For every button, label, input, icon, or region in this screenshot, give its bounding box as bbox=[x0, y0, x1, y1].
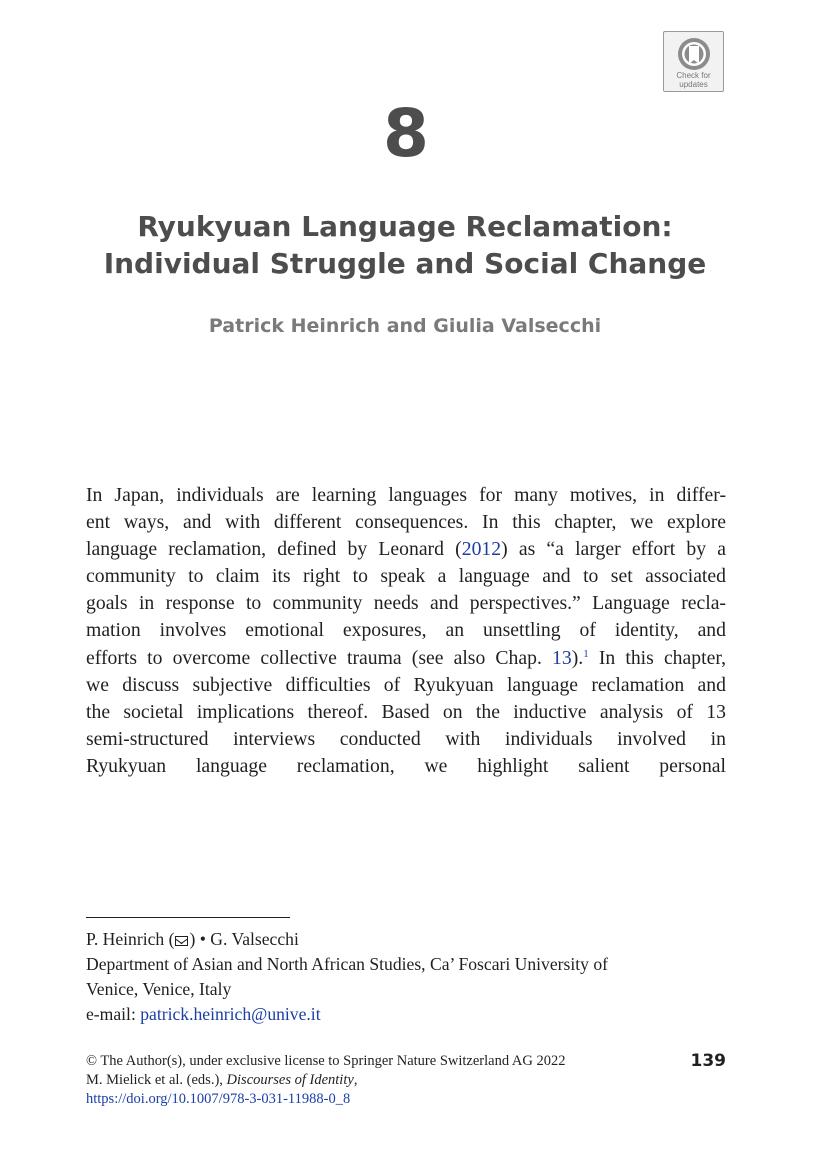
abstract-line: ent ways, and with different consequences. In this chapter, we explore bbox=[86, 511, 726, 534]
affiliation-department: Department of Asian and North African Studies, Ca’ Foscari University of bbox=[86, 954, 608, 974]
citation-line: M. Mielick et al. (eds.), Discourses of Identity, bbox=[86, 1072, 358, 1088]
citation-link-2012[interactable]: 2012 bbox=[461, 538, 502, 561]
check-for-updates-icon bbox=[677, 37, 711, 71]
abstract-line: Ryukyuan language reclamation, we highlight salient personal bbox=[86, 754, 726, 777]
doi-link[interactable]: https://doi.org/10.1007/978-3-031-11988-0_8 bbox=[86, 1091, 351, 1107]
author-affiliation bbox=[86, 927, 726, 1027]
abstract-line: mation involves emotional exposures, an unsettling of identity, and bbox=[86, 619, 726, 642]
abstract-line bbox=[86, 536, 726, 563]
abstract-line: the societal implications thereof. Based on the inductive analysis of 13 bbox=[86, 700, 726, 723]
affiliation-email-line: e-mail: patrick.heinrich@unive.it bbox=[86, 1004, 321, 1024]
chapter-number: 8 bbox=[383, 95, 429, 172]
affiliation-location: Venice, Venice, Italy bbox=[86, 979, 232, 999]
chapter-title bbox=[60, 208, 750, 282]
book-title: Discourses of Identity bbox=[226, 1072, 354, 1088]
affiliation-authors: P. Heinrich ( ) • G. Valsecchi bbox=[86, 929, 299, 949]
check-for-updates-badge[interactable] bbox=[663, 31, 724, 92]
chapter-title-line-1: Ryukyuan Language Reclamation: bbox=[137, 210, 673, 243]
abstract-line: goals in response to community needs and perspectives.” Language recla- bbox=[86, 592, 726, 615]
abstract-line: we discuss subjective difficulties of Ryukyuan language reclamation and bbox=[86, 673, 726, 696]
abstract-text: ) as “a larger effort by a bbox=[501, 538, 726, 561]
abstract-text: In this chapter, bbox=[588, 646, 727, 669]
abstract-text: ). bbox=[571, 646, 584, 669]
abstract-line bbox=[86, 645, 726, 672]
envelope-icon bbox=[175, 936, 188, 946]
email-link[interactable]: patrick.heinrich@unive.it bbox=[140, 1004, 321, 1024]
copyright-notice bbox=[86, 1052, 656, 1109]
footnote-1-link[interactable]: 1 bbox=[583, 647, 589, 660]
abstract-line: In Japan, individuals are learning languages for many motives, in differ- bbox=[86, 484, 726, 506]
chapter-authors: Patrick Heinrich and Giulia Valsecchi bbox=[208, 315, 602, 337]
copyright-line: © The Author(s), under exclusive license to Springer Nature Switzerland AG 2022 bbox=[86, 1053, 566, 1069]
chapter-title-line-2: Individual Struggle and Social Change bbox=[103, 247, 707, 280]
chapter-13-link[interactable]: 13 bbox=[552, 646, 572, 669]
badge-label: Check for updates bbox=[676, 71, 711, 89]
page-number: 139 bbox=[690, 1051, 726, 1071]
abstract-line: community to claim its right to speak a language and to set associated bbox=[86, 565, 726, 588]
abstract-paragraph bbox=[86, 482, 726, 780]
abstract-line: semi-structured interviews conducted with individuals involved in bbox=[86, 727, 726, 750]
abstract-text: language reclamation, defined by Leonard ( bbox=[86, 538, 462, 561]
abstract-text: efforts to overcome collective trauma (see also Chap. bbox=[86, 646, 553, 669]
footnote-divider bbox=[86, 917, 290, 918]
